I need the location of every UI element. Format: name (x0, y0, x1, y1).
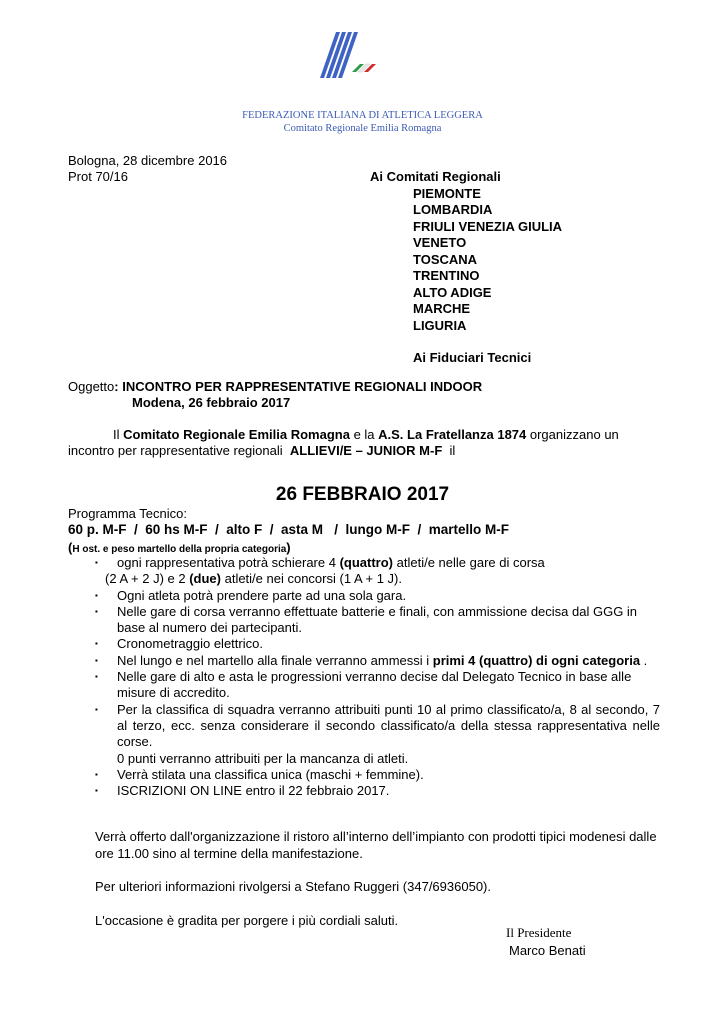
bullet-marker: ▪ (95, 606, 98, 616)
item-emphasis: primi 4 (quattro) di ogni categoria (432, 652, 641, 668)
program-events: 60 p. M-F / 60 hs M-F / alto F / asta M / lungo M-F / martello M-F (68, 522, 510, 537)
bullet-marker: ▪ (95, 786, 98, 796)
list-item (95, 783, 660, 799)
protocol-number: Prot 70/16 (68, 169, 128, 184)
signature-name: Marco Benati (509, 943, 586, 958)
contact-info: Per ulteriori informazioni rivolgersi a Stefano Ruggeri (347/6936050). (95, 879, 491, 894)
technical-recipients-title: Ai Fiduciari Tecnici (413, 350, 532, 365)
federation-name: FEDERAZIONE ITALIANA DI ATLETICA LEGGERA (242, 110, 483, 121)
list-item (95, 702, 660, 751)
item-text: Nelle gare di corsa verranno effettuate batterie e finali, con ammissione decisa dal GGG in base al numero dei partecipanti. (117, 603, 638, 636)
intro-text: organizzano un (526, 427, 619, 442)
region-item: LOMBARDIA (413, 202, 493, 217)
list-item (95, 653, 660, 669)
item-text: . (640, 652, 648, 668)
intro-text: il (442, 443, 456, 458)
intro-text: incontro per rappresentative regionali (68, 443, 290, 458)
bullet-marker: ▪ (95, 704, 98, 714)
note-paren-close: ) (286, 540, 291, 555)
region-item: LIGURIA (413, 317, 467, 333)
list-item (95, 555, 660, 588)
fidal-logo (316, 28, 384, 84)
region-item: ALTO ADIGE (413, 284, 492, 300)
region-item: PIEMONTE (413, 185, 481, 201)
signature-role: Il Presidente (506, 925, 572, 940)
event-date-heading: 26 FEBBRAIO 2017 (275, 484, 450, 505)
athlete-categories: ALLIEVI/E – JUNIOR M-F (289, 443, 443, 458)
item-text: Ogni atleta potrà prendere parte ad una sola gara. (117, 587, 407, 603)
region-item: TRENTINO (413, 268, 480, 283)
committees-title: Ai Comitati Regionali (370, 169, 501, 184)
list-item (95, 604, 660, 637)
note-paren-open: ( (68, 540, 73, 555)
region-item: VENETO (413, 235, 467, 250)
list-item (95, 767, 660, 783)
item-emphasis: (quattro) (339, 555, 394, 570)
federation-header (0, 109, 725, 135)
note-text: H ost. e peso martello della propria categoria (72, 544, 287, 555)
item-text: ISCRIZIONI ON LINE entro il 22 febbraio 2017. (117, 783, 390, 799)
region-item: FRIULI VENEZIA GIULIA (413, 218, 563, 234)
recipients-block (370, 169, 562, 367)
intro-line-1 (113, 427, 619, 444)
item-text: atleti/e nei concorsi (1 A + 1 J). (220, 571, 402, 587)
item-text: Verrà stilata una classifica unica (maschi + femmine). (117, 766, 424, 782)
closing-greeting: L'occasione è gradita per porgere i più cordiali saluti. (95, 913, 399, 928)
region-item: MARCHE (413, 301, 471, 316)
subject-title: : INCONTRO PER RAPPRESENTATIVE REGIONALI INDOOR (114, 379, 483, 394)
program-title: Programma Tecnico: (68, 506, 187, 521)
item-text: Nelle gare di alto e asta le progressioni verranno decise dal Delegato Tecnico in base alle misure di accredito. (117, 669, 632, 701)
intro-text: Il (113, 427, 124, 442)
item-emphasis: (due) (189, 571, 221, 587)
item-text: Per la classifica di squadra verranno attribuiti punti 10 al primo classificato/a, 8 al secondo, 7 al terzo, ecc. senza considerare il secondo classificato/a della stessa rappresentativa nelle corse. (117, 701, 660, 750)
list-item-continuation: 0 punti verranno attribuiti per la mancanza di atleti. (117, 750, 409, 766)
bullet-marker: ▪ (95, 672, 98, 682)
item-text: Cronometraggio elettrico. (117, 636, 263, 652)
bullet-marker: ▪ (95, 639, 98, 649)
organizer-1: Comitato Regionale Emilia Romagna (123, 427, 350, 442)
list-item (95, 669, 660, 702)
subject-label: Oggetto (68, 379, 115, 394)
item-text: ogni rappresentativa potrà schierare 4 (117, 555, 340, 570)
item-text: atleti/e nelle gare di corsa (393, 555, 545, 570)
bullet-marker: ▪ (95, 769, 98, 779)
refreshment-paragraph: Verrà offerto dall'organizzazione il ristoro all’interno dell’impianto con prodotti tipici modenesi dalle ore 11.00 sino al termine della manifestazione. (95, 829, 657, 861)
bullet-marker: ▪ (95, 655, 98, 665)
bullet-marker: ▪ (95, 558, 98, 567)
organizer-2: A.S. La Fratellanza 1874 (378, 427, 527, 442)
subject-place-date: Modena, 26 febbraio 2017 (132, 395, 291, 410)
subject-line (68, 379, 482, 396)
item-text: (2 A + 2 J) e 2 (105, 571, 190, 587)
rules-list (95, 555, 660, 799)
region-item: TOSCANA (413, 251, 478, 267)
list-item (95, 588, 660, 604)
intro-text: e la (349, 427, 379, 442)
intro-line-2 (68, 443, 455, 460)
list-item (95, 636, 660, 652)
place-date: Bologna, 28 dicembre 2016 (68, 153, 228, 168)
committee-name: Comitato Regionale Emilia Romagna (283, 123, 442, 134)
item-text: Nel lungo e nel martello alla finale verranno ammessi i (117, 652, 433, 668)
bullet-marker: ▪ (95, 590, 98, 600)
